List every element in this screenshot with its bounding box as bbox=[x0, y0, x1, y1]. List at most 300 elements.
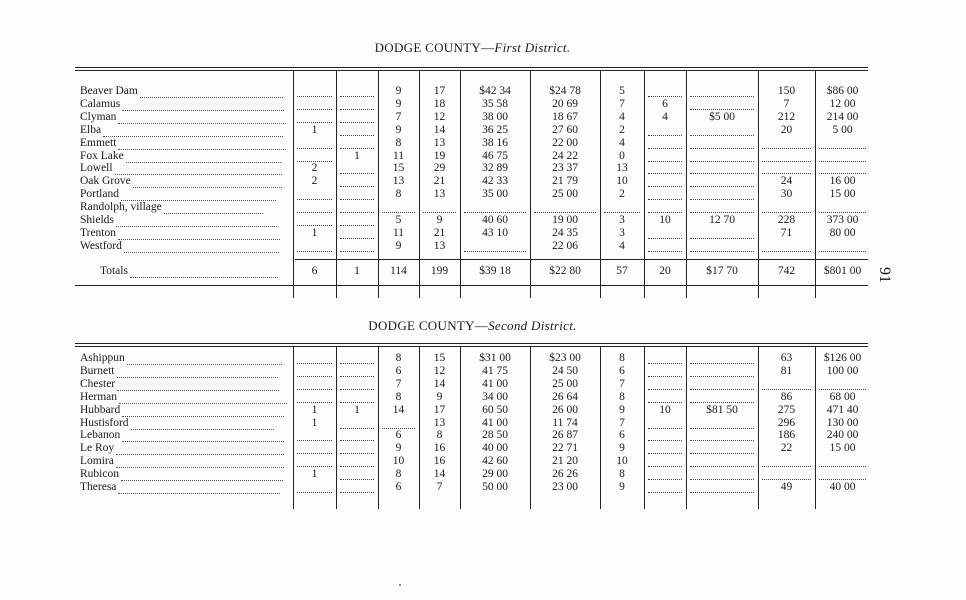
empty-cell-dots bbox=[297, 188, 332, 200]
value-c7: 57 bbox=[616, 265, 628, 277]
leader-dots bbox=[116, 217, 278, 227]
value-c3: 15 bbox=[392, 162, 405, 175]
table-row bbox=[0, 214, 966, 227]
value-c1: 1 bbox=[311, 123, 318, 136]
empty-cell-dots bbox=[464, 201, 526, 213]
table-row bbox=[0, 111, 966, 124]
leader-dots bbox=[133, 178, 282, 188]
leader-dots bbox=[127, 355, 282, 365]
table-row bbox=[0, 365, 966, 378]
empty-cell-dots bbox=[690, 137, 754, 149]
table-row bbox=[0, 468, 966, 481]
value-c10: 49 bbox=[780, 481, 793, 493]
value-c5: $39 18 bbox=[479, 265, 511, 277]
value-c4: 13 bbox=[433, 136, 446, 149]
empty-cell-dots bbox=[648, 468, 682, 480]
value-c3: 8 bbox=[395, 136, 402, 149]
value-c11: 100 00 bbox=[826, 364, 859, 377]
table-row bbox=[0, 352, 966, 365]
leader-dots bbox=[126, 153, 281, 163]
empty-cell-dots bbox=[648, 227, 682, 239]
value-c5: 38 16 bbox=[482, 136, 508, 149]
value-c7: 9 bbox=[619, 403, 625, 416]
empty-cell-dots bbox=[340, 455, 374, 467]
value-c8: 6 bbox=[662, 97, 668, 110]
town-name bbox=[80, 365, 292, 378]
empty-cell-dots bbox=[690, 378, 754, 390]
value-c6: 26 64 bbox=[552, 390, 578, 403]
town-name-text: Totals bbox=[100, 265, 128, 277]
leader-dots bbox=[118, 484, 280, 494]
town-name bbox=[80, 214, 292, 227]
empty-cell-dots bbox=[648, 455, 682, 467]
value-c1: 2 bbox=[311, 175, 318, 188]
town-name-text: Emmett bbox=[80, 136, 117, 149]
value-c11: 240 00 bbox=[826, 429, 859, 442]
town-name bbox=[80, 201, 292, 214]
value-c7: 2 bbox=[619, 188, 625, 201]
town-name-text: Chester bbox=[80, 377, 116, 390]
empty-cell-dots bbox=[340, 98, 374, 110]
value-c3: 6 bbox=[395, 364, 402, 377]
value-c8: 4 bbox=[662, 110, 668, 123]
table-row bbox=[0, 162, 966, 175]
town-name-text: Clyman bbox=[80, 110, 117, 123]
value-c4: 9 bbox=[436, 214, 443, 226]
leader-dots bbox=[122, 101, 284, 111]
value-c10: 86 bbox=[780, 390, 793, 403]
value-c4: 29 bbox=[433, 162, 446, 175]
value-c2: 1 bbox=[354, 403, 360, 416]
value-c7: 10 bbox=[616, 455, 628, 468]
empty-cell-dots bbox=[690, 391, 754, 403]
value-c3: 7 bbox=[395, 377, 402, 390]
value-c2: 1 bbox=[354, 265, 360, 277]
empty-cell-dots bbox=[297, 201, 332, 213]
leader-dots bbox=[116, 458, 284, 468]
value-c7: 8 bbox=[619, 390, 625, 403]
empty-cell-dots bbox=[762, 240, 811, 252]
value-c5: 29 00 bbox=[482, 468, 508, 481]
empty-cell-dots bbox=[297, 150, 332, 162]
value-c7: 7 bbox=[619, 416, 625, 429]
value-c4: 9 bbox=[436, 390, 443, 403]
leader-dots bbox=[103, 127, 283, 137]
town-name bbox=[80, 227, 292, 240]
value-c6: $22 80 bbox=[549, 265, 581, 277]
value-c7: 8 bbox=[619, 468, 625, 481]
empty-cell-dots bbox=[690, 352, 754, 364]
town-name bbox=[80, 455, 292, 468]
empty-cell-dots bbox=[690, 150, 754, 162]
empty-cell-dots bbox=[648, 137, 682, 149]
town-name bbox=[80, 162, 292, 175]
value-c7: 10 bbox=[616, 175, 628, 188]
empty-cell-dots bbox=[762, 378, 811, 390]
town-name-text: Lebanon bbox=[80, 429, 121, 442]
value-c3: 114 bbox=[390, 265, 407, 277]
town-name-text: Theresa bbox=[80, 481, 117, 493]
empty-cell-dots bbox=[534, 201, 596, 213]
table-row bbox=[0, 124, 966, 137]
town-name bbox=[80, 481, 292, 494]
value-c5: 40 60 bbox=[482, 214, 508, 226]
table-row bbox=[0, 150, 966, 163]
value-c10: 296 bbox=[777, 416, 796, 429]
value-c7: 4 bbox=[619, 136, 625, 149]
value-c5: 60 50 bbox=[482, 403, 508, 416]
value-c3: 8 bbox=[395, 390, 402, 403]
empty-cell-dots bbox=[648, 201, 682, 213]
empty-cell-dots bbox=[297, 352, 332, 364]
value-c5: 34 00 bbox=[482, 390, 508, 403]
value-c11: 15 00 bbox=[829, 442, 856, 455]
empty-cell-dots bbox=[340, 481, 374, 493]
value-c4: 13 bbox=[433, 188, 446, 201]
value-c4: 18 bbox=[433, 97, 446, 110]
value-c11: $86 00 bbox=[826, 85, 859, 97]
value-c2: 1 bbox=[354, 149, 360, 162]
value-c9: $17 70 bbox=[706, 265, 738, 277]
value-c3: 6 bbox=[395, 481, 402, 493]
town-name bbox=[80, 111, 292, 124]
value-c7: 8 bbox=[619, 352, 625, 364]
value-c5: 38 00 bbox=[482, 110, 508, 123]
value-c7: 3 bbox=[619, 214, 625, 226]
value-c7: 2 bbox=[619, 123, 625, 136]
empty-cell-dots bbox=[297, 455, 332, 467]
value-c4: 17 bbox=[433, 85, 446, 97]
empty-cell-dots bbox=[690, 417, 754, 429]
empty-cell-dots bbox=[297, 391, 332, 403]
page-number: 91 bbox=[876, 267, 893, 283]
value-c6: 27 60 bbox=[552, 123, 578, 136]
town-name-text: Oak Grove bbox=[80, 175, 131, 188]
value-c7: 0 bbox=[619, 149, 625, 162]
empty-cell-dots bbox=[340, 442, 374, 454]
value-c5: $31 00 bbox=[479, 352, 511, 364]
empty-cell-dots bbox=[648, 481, 682, 493]
value-c6: 20 69 bbox=[552, 97, 578, 110]
empty-cell-dots bbox=[690, 85, 754, 97]
value-c3: 7 bbox=[395, 110, 402, 123]
town-name-text: Westford bbox=[80, 239, 122, 252]
value-c4: 13 bbox=[433, 239, 446, 252]
value-c4: 13 bbox=[433, 416, 446, 429]
empty-cell-dots bbox=[648, 365, 682, 377]
town-name-text: Shields bbox=[80, 214, 114, 226]
town-name-text: Fox Lake bbox=[80, 149, 124, 162]
value-c6: 23 37 bbox=[552, 162, 578, 175]
value-c11: 471 40 bbox=[826, 403, 859, 416]
town-name bbox=[80, 137, 292, 150]
value-c6: 25 00 bbox=[552, 377, 578, 390]
empty-cell-dots bbox=[690, 175, 754, 187]
empty-cell-dots bbox=[819, 455, 866, 467]
value-c6: 22 71 bbox=[552, 442, 578, 455]
table-row bbox=[0, 85, 966, 98]
leader-dots bbox=[117, 368, 279, 378]
value-c1: 2 bbox=[311, 162, 318, 175]
empty-cell-dots bbox=[648, 442, 682, 454]
table-row bbox=[0, 137, 966, 150]
value-c4: 21 bbox=[433, 175, 446, 188]
empty-cell-dots bbox=[648, 175, 682, 187]
leader-dots bbox=[115, 165, 283, 175]
town-name bbox=[80, 442, 292, 455]
empty-cell-dots bbox=[762, 162, 811, 174]
value-c4: 15 bbox=[433, 352, 446, 364]
value-c7: 4 bbox=[619, 110, 625, 123]
table-header-rule bbox=[75, 70, 868, 71]
value-c7: 7 bbox=[619, 377, 625, 390]
value-c3: 8 bbox=[395, 468, 402, 481]
town-name-text: Lowell bbox=[80, 162, 113, 175]
value-c5: 50 00 bbox=[482, 481, 508, 493]
empty-cell-dots bbox=[690, 481, 754, 493]
town-name bbox=[80, 85, 292, 98]
value-c5: 43 10 bbox=[482, 226, 508, 239]
value-c9: $81 50 bbox=[706, 403, 738, 416]
value-c5: 42 60 bbox=[482, 455, 508, 468]
value-c6: 18 67 bbox=[552, 110, 578, 123]
empty-cell-dots bbox=[340, 162, 374, 174]
value-c10: 22 bbox=[780, 442, 793, 455]
value-c8: 20 bbox=[659, 265, 671, 277]
value-c7: 6 bbox=[619, 364, 625, 377]
value-c11: 373 00 bbox=[826, 214, 859, 226]
value-c3: 13 bbox=[392, 175, 405, 188]
town-name bbox=[80, 188, 292, 201]
section-title-first-district: DODGE COUNTY—First District. bbox=[374, 40, 571, 55]
value-c3: 9 bbox=[395, 239, 402, 252]
town-name bbox=[80, 240, 292, 253]
empty-cell-dots bbox=[297, 442, 332, 454]
value-c6: 24 35 bbox=[552, 226, 578, 239]
value-c5: 41 75 bbox=[482, 364, 508, 377]
table-row bbox=[0, 201, 966, 214]
value-c3: 10 bbox=[392, 455, 405, 468]
empty-cell-dots bbox=[340, 111, 374, 123]
value-c10: 742 bbox=[777, 265, 796, 277]
table-row bbox=[0, 442, 966, 455]
empty-cell-dots bbox=[297, 378, 332, 390]
value-c5: $42 34 bbox=[479, 85, 511, 97]
table-row bbox=[0, 175, 966, 188]
value-c10: 71 bbox=[780, 226, 793, 239]
value-c10: 228 bbox=[777, 214, 796, 226]
totals-row bbox=[0, 265, 966, 278]
value-c11: 40 00 bbox=[829, 481, 856, 493]
town-name bbox=[80, 429, 292, 442]
empty-cell-dots bbox=[690, 227, 754, 239]
value-c3: 11 bbox=[392, 226, 405, 239]
empty-cell-dots bbox=[464, 240, 526, 252]
empty-cell-dots bbox=[819, 240, 866, 252]
value-c8: 10 bbox=[659, 214, 671, 226]
value-c4: 21 bbox=[433, 226, 446, 239]
value-c3: 6 bbox=[395, 429, 402, 442]
table-row bbox=[0, 481, 966, 494]
town-name-text: Randolph, village bbox=[80, 201, 162, 214]
value-c5: 35 00 bbox=[482, 188, 508, 201]
empty-cell-dots bbox=[648, 150, 682, 162]
value-c1: 1 bbox=[311, 403, 318, 416]
value-c11: 214 00 bbox=[826, 110, 859, 123]
leader-dots bbox=[117, 381, 279, 391]
value-c11: 15 00 bbox=[829, 188, 856, 201]
empty-cell-dots bbox=[648, 429, 682, 441]
value-c10: 20 bbox=[780, 123, 793, 136]
table-row bbox=[0, 188, 966, 201]
empty-cell-dots bbox=[762, 137, 811, 149]
value-c7: 3 bbox=[619, 226, 625, 239]
leader-dots bbox=[140, 88, 283, 98]
empty-cell-dots bbox=[648, 378, 682, 390]
empty-cell-dots bbox=[819, 201, 866, 213]
empty-cell-dots bbox=[340, 137, 374, 149]
table-row bbox=[0, 429, 966, 442]
leader-dots bbox=[118, 140, 286, 150]
value-c4: 17 bbox=[433, 403, 446, 416]
empty-cell-dots bbox=[690, 124, 754, 136]
value-c11: 130 00 bbox=[826, 416, 859, 429]
value-c5: 41 00 bbox=[482, 416, 508, 429]
empty-cell-dots bbox=[297, 365, 332, 377]
empty-cell-dots bbox=[762, 455, 811, 467]
value-c6: 25 00 bbox=[552, 188, 578, 201]
town-name-text: Portland bbox=[80, 188, 119, 201]
table-row bbox=[0, 240, 966, 253]
empty-cell-dots bbox=[819, 150, 866, 162]
town-name-text: Rubicon bbox=[80, 468, 119, 481]
empty-cell-dots bbox=[340, 188, 374, 200]
table-row bbox=[0, 417, 966, 430]
value-c6: 26 00 bbox=[552, 403, 578, 416]
empty-cell-dots bbox=[423, 201, 456, 213]
town-name-text: Le Roy bbox=[80, 442, 115, 455]
value-c3: 9 bbox=[395, 97, 402, 110]
town-name bbox=[80, 98, 292, 111]
table-bottom-rule bbox=[75, 285, 868, 286]
empty-cell-dots bbox=[762, 468, 811, 480]
value-c3: 14 bbox=[392, 403, 405, 416]
value-c10: 63 bbox=[780, 352, 793, 364]
empty-cell-dots bbox=[297, 214, 332, 226]
value-c6: 26 26 bbox=[552, 468, 578, 481]
empty-cell-dots bbox=[604, 201, 640, 213]
value-c10: 275 bbox=[777, 403, 796, 416]
value-c7: 7 bbox=[619, 97, 625, 110]
value-c11: 12 00 bbox=[829, 97, 856, 110]
value-c5: 42 33 bbox=[482, 175, 508, 188]
town-name-text: Trenton bbox=[80, 226, 116, 239]
value-c5: 35 58 bbox=[482, 97, 508, 110]
town-name-text: Hubbard bbox=[80, 403, 121, 416]
town-name-text: Beaver Dam bbox=[80, 85, 138, 97]
value-c3: 9 bbox=[395, 85, 402, 97]
value-c11: 16 00 bbox=[829, 175, 856, 188]
empty-cell-dots bbox=[690, 442, 754, 454]
empty-cell-dots bbox=[340, 201, 374, 213]
value-c11: $126 00 bbox=[823, 352, 862, 364]
empty-cell-dots bbox=[648, 188, 682, 200]
value-c7: 9 bbox=[619, 442, 625, 455]
value-c4: 7 bbox=[436, 481, 443, 493]
value-c7: 13 bbox=[616, 162, 628, 175]
town-name bbox=[80, 352, 292, 365]
value-c10: 212 bbox=[777, 110, 796, 123]
leader-dots bbox=[118, 114, 286, 124]
totals-top-rule bbox=[295, 259, 868, 260]
print-speck bbox=[399, 584, 401, 586]
table-row bbox=[0, 98, 966, 111]
empty-cell-dots bbox=[297, 85, 332, 97]
value-c1: 1 bbox=[311, 468, 318, 481]
empty-cell-dots bbox=[762, 201, 811, 213]
town-name bbox=[80, 391, 292, 404]
empty-cell-dots bbox=[762, 150, 811, 162]
town-name-text: Elba bbox=[80, 123, 102, 136]
empty-cell-dots bbox=[690, 98, 754, 110]
empty-cell-dots bbox=[340, 227, 374, 239]
leader-dots bbox=[119, 394, 287, 404]
leader-dots bbox=[130, 268, 278, 278]
value-c6: $24 78 bbox=[549, 85, 581, 97]
value-c10: 7 bbox=[783, 97, 790, 110]
town-name bbox=[80, 175, 292, 188]
value-c9: $5 00 bbox=[709, 110, 735, 123]
empty-cell-dots bbox=[340, 124, 374, 136]
empty-cell-dots bbox=[340, 468, 374, 480]
value-c11: 68 00 bbox=[829, 390, 856, 403]
empty-cell-dots bbox=[340, 378, 374, 390]
empty-cell-dots bbox=[648, 417, 682, 429]
empty-cell-dots bbox=[648, 391, 682, 403]
value-c4: 12 bbox=[433, 364, 446, 377]
value-c10: 150 bbox=[777, 85, 796, 97]
value-c6: 22 06 bbox=[552, 239, 578, 252]
value-c4: 8 bbox=[436, 429, 443, 442]
value-c6: 22 00 bbox=[552, 136, 578, 149]
town-name bbox=[80, 468, 292, 481]
value-c10: 24 bbox=[780, 175, 793, 188]
empty-cell-dots bbox=[340, 240, 374, 252]
table-row bbox=[0, 455, 966, 468]
empty-cell-dots bbox=[690, 429, 754, 441]
value-c6: 21 20 bbox=[552, 455, 578, 468]
section-title-second-district: DODGE COUNTY—Second District. bbox=[368, 318, 577, 333]
town-name-text: Herman bbox=[80, 390, 118, 403]
empty-cell-dots bbox=[690, 162, 754, 174]
town-name-text: Hustisford bbox=[80, 416, 129, 429]
value-c6: $23 00 bbox=[549, 352, 581, 364]
value-c4: 199 bbox=[430, 265, 449, 277]
leader-dots bbox=[122, 432, 284, 442]
empty-cell-dots bbox=[382, 201, 415, 213]
value-c6: 24 50 bbox=[552, 364, 578, 377]
value-c6: 24 22 bbox=[552, 149, 578, 162]
value-c3: 8 bbox=[395, 352, 402, 364]
value-c1: 6 bbox=[311, 265, 318, 277]
empty-cell-dots bbox=[297, 429, 332, 441]
table-header-rule bbox=[75, 346, 868, 347]
value-c4: 16 bbox=[433, 442, 446, 455]
empty-cell-dots bbox=[690, 201, 754, 213]
empty-cell-dots bbox=[690, 240, 754, 252]
value-c8: 10 bbox=[659, 403, 671, 416]
empty-cell-dots bbox=[382, 417, 415, 429]
